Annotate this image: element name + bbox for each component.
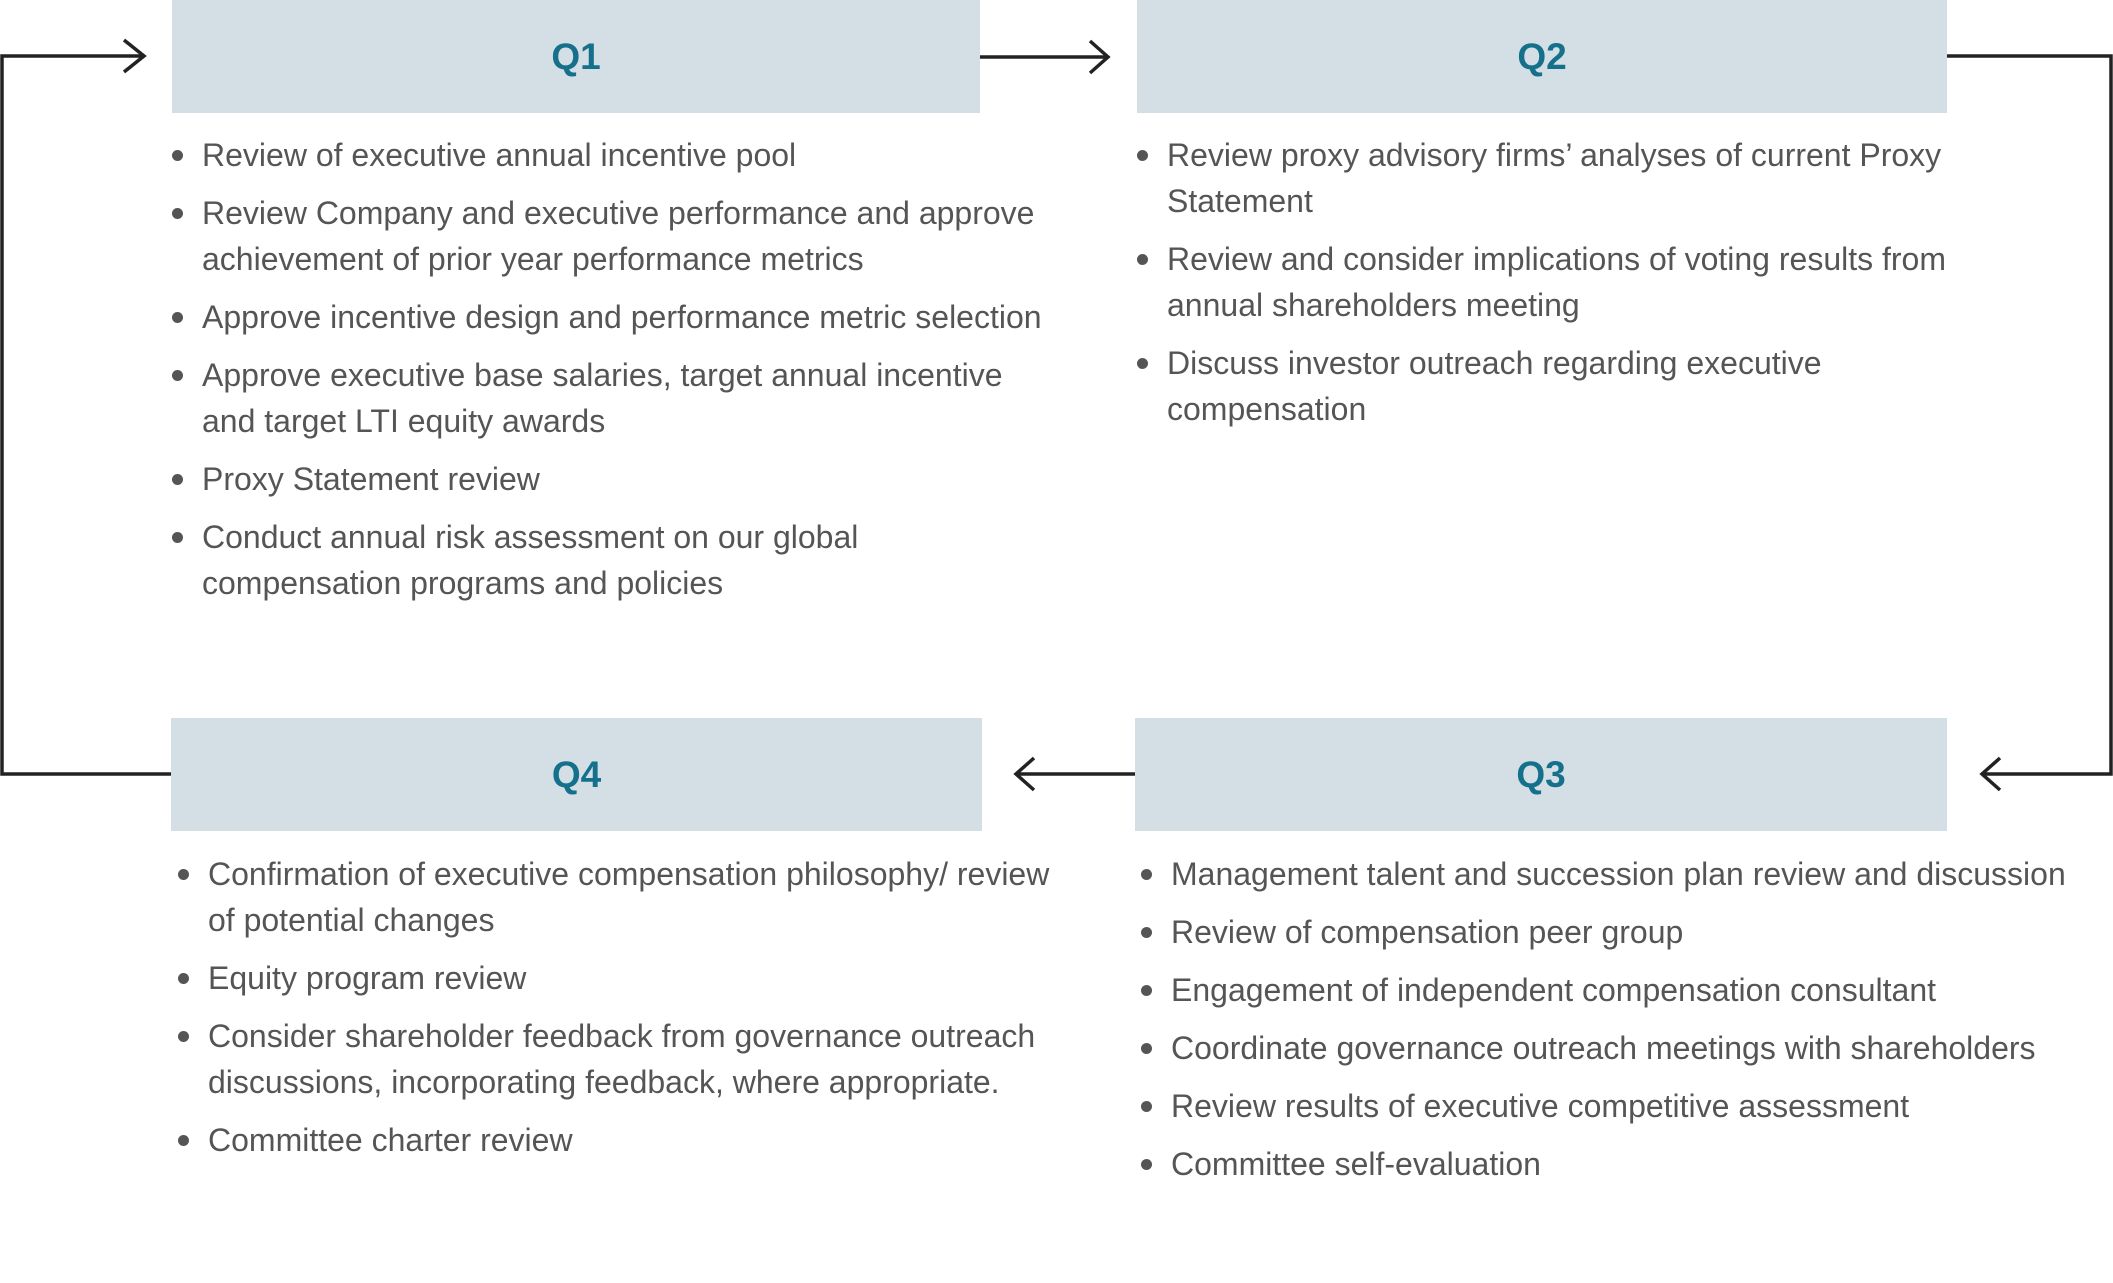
q1-header: [172, 0, 980, 113]
list-item: Engagement of independent compensation consultant: [1141, 967, 2101, 1013]
q4-header: [171, 718, 982, 831]
q4-list: [178, 851, 1078, 1175]
q3-header: [1135, 718, 1947, 831]
q3-list: [1141, 851, 2101, 1199]
list-item: Equity program review: [178, 955, 1078, 1001]
list-item: Approve incentive design and performance metric selection: [172, 294, 1052, 340]
q2-header: [1137, 0, 1947, 113]
list-item: Conduct annual risk assessment on our global compensation programs and policies: [172, 514, 1052, 606]
list-item: Proxy Statement review: [172, 456, 1052, 502]
arrow-q4-to-q1: [2, 56, 171, 774]
arrow-q2-to-q3: [1947, 56, 2111, 774]
q1-title: Q1: [551, 35, 601, 77]
q2-list: [1137, 132, 1957, 444]
list-item: Committee charter review: [178, 1117, 1078, 1163]
q2-title: Q2: [1517, 35, 1567, 77]
list-item: Coordinate governance outreach meetings with shareholders: [1141, 1025, 2101, 1071]
list-item: Confirmation of executive compensation philosophy/ review of potential changes: [178, 851, 1078, 943]
list-item: Discuss investor outreach regarding executive compensation: [1137, 340, 1957, 432]
list-item: Consider shareholder feedback from governance outreach discussions, incorporating feedback, where appropriate.: [178, 1013, 1078, 1105]
list-item: Review proxy advisory firms’ analyses of current Proxy Statement: [1137, 132, 1957, 224]
arrow-q4-to-q1-head: [124, 40, 144, 72]
q1-list: [172, 132, 1052, 618]
q3-title: Q3: [1516, 753, 1566, 795]
arrow-q2-to-q3-head: [1982, 758, 2000, 790]
list-item: Review results of executive competitive assessment: [1141, 1083, 2101, 1129]
list-item: Committee self-evaluation: [1141, 1141, 2101, 1187]
list-item: Approve executive base salaries, target annual incentive and target LTI equity awards: [172, 352, 1052, 444]
list-item: Review of compensation peer group: [1141, 909, 2101, 955]
arrow-q1-to-q2-head: [1090, 41, 1108, 73]
list-item: Review of executive annual incentive pool: [172, 132, 1052, 178]
arrow-q3-to-q4-head: [1016, 758, 1034, 790]
list-item: Management talent and succession plan review and discussion: [1141, 851, 2101, 897]
list-item: Review Company and executive performance and approve achievement of prior year performance metrics: [172, 190, 1052, 282]
q4-title: Q4: [551, 753, 602, 795]
list-item: Review and consider implications of voting results from annual shareholders meeting: [1137, 236, 1957, 328]
